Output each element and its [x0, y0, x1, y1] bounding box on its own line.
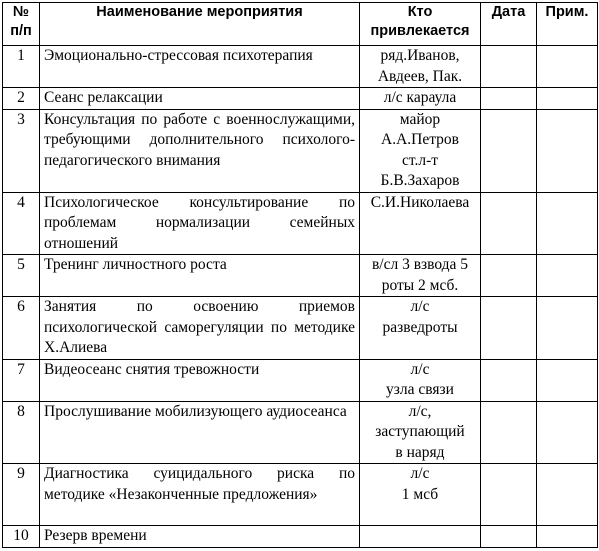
row-date [481, 255, 537, 297]
row-name: Резерв времени [40, 526, 360, 548]
row-num: 9 [3, 464, 40, 526]
row-who: в/сл 3 взвода 5 роты 2 мсб. [360, 255, 481, 297]
events-table [2, 2, 598, 548]
table-row [3, 401, 598, 464]
row-name: Эмоционально-стрессовая психотерапия [40, 46, 360, 88]
row-date [481, 88, 537, 110]
row-name: Психологическое консультирование по проблемам нормализации семейных отношений [40, 192, 360, 255]
table-row [3, 464, 598, 526]
row-date [481, 526, 537, 548]
table-row [3, 297, 598, 360]
row-note [537, 297, 598, 360]
row-date [481, 401, 537, 464]
table-row [3, 526, 598, 548]
row-who: С.И.Николаева [360, 192, 481, 255]
row-who: л/с караула [360, 88, 481, 110]
row-who: л/с узла связи [360, 359, 481, 401]
header-row [3, 3, 598, 46]
row-note [537, 526, 598, 548]
row-note [537, 109, 598, 192]
row-num: 2 [3, 88, 40, 110]
row-who [360, 526, 481, 548]
table-row [3, 109, 598, 192]
row-date [481, 46, 537, 88]
header-num: № п/п [3, 3, 40, 46]
row-date [481, 109, 537, 192]
row-num: 8 [3, 401, 40, 464]
row-name: Тренинг личностного роста [40, 255, 360, 297]
row-who: майор А.А.Петров ст.л-т Б.В.Захаров [360, 109, 481, 192]
row-name: Сеанс релаксации [40, 88, 360, 110]
row-name: Занятия по освоению приемов психологической саморегуляции по методике Х.Алиева [40, 297, 360, 360]
row-date [481, 464, 537, 526]
header-name: Наименование мероприятия [40, 3, 360, 46]
row-who: л/с, заступающий в наряд [360, 401, 481, 464]
row-note [537, 46, 598, 88]
row-num: 3 [3, 109, 40, 192]
row-note [537, 255, 598, 297]
row-date [481, 192, 537, 255]
row-note [537, 359, 598, 401]
table-row [3, 88, 598, 110]
row-num: 10 [3, 526, 40, 548]
row-name: Диагностика суицидального риска по методике «Незаконченные предложения» [40, 464, 360, 526]
row-name: Видеосеанс снятия тревожности [40, 359, 360, 401]
table-row [3, 192, 598, 255]
header-note: Прим. [537, 3, 598, 46]
row-num: 4 [3, 192, 40, 255]
row-note [537, 192, 598, 255]
row-who: л/с 1 мсб [360, 464, 481, 526]
row-name: Консультация по работе с военнослужащими, требующими дополнительного психолого-педагогического внимания [40, 109, 360, 192]
table-row [3, 255, 598, 297]
row-date [481, 297, 537, 360]
row-note [537, 88, 598, 110]
row-num: 7 [3, 359, 40, 401]
row-name: Прослушивание мобилизующего аудиосеанса [40, 401, 360, 464]
table-row [3, 359, 598, 401]
header-date: Дата [481, 3, 537, 46]
table-row [3, 46, 598, 88]
row-num: 6 [3, 297, 40, 360]
header-who: Кто привлекается [360, 3, 481, 46]
row-who: л/с разведроты [360, 297, 481, 360]
row-num: 5 [3, 255, 40, 297]
row-who: ряд.Иванов, Авдеев, Пак. [360, 46, 481, 88]
row-num: 1 [3, 46, 40, 88]
row-note [537, 401, 598, 464]
row-date [481, 359, 537, 401]
row-note [537, 464, 598, 526]
